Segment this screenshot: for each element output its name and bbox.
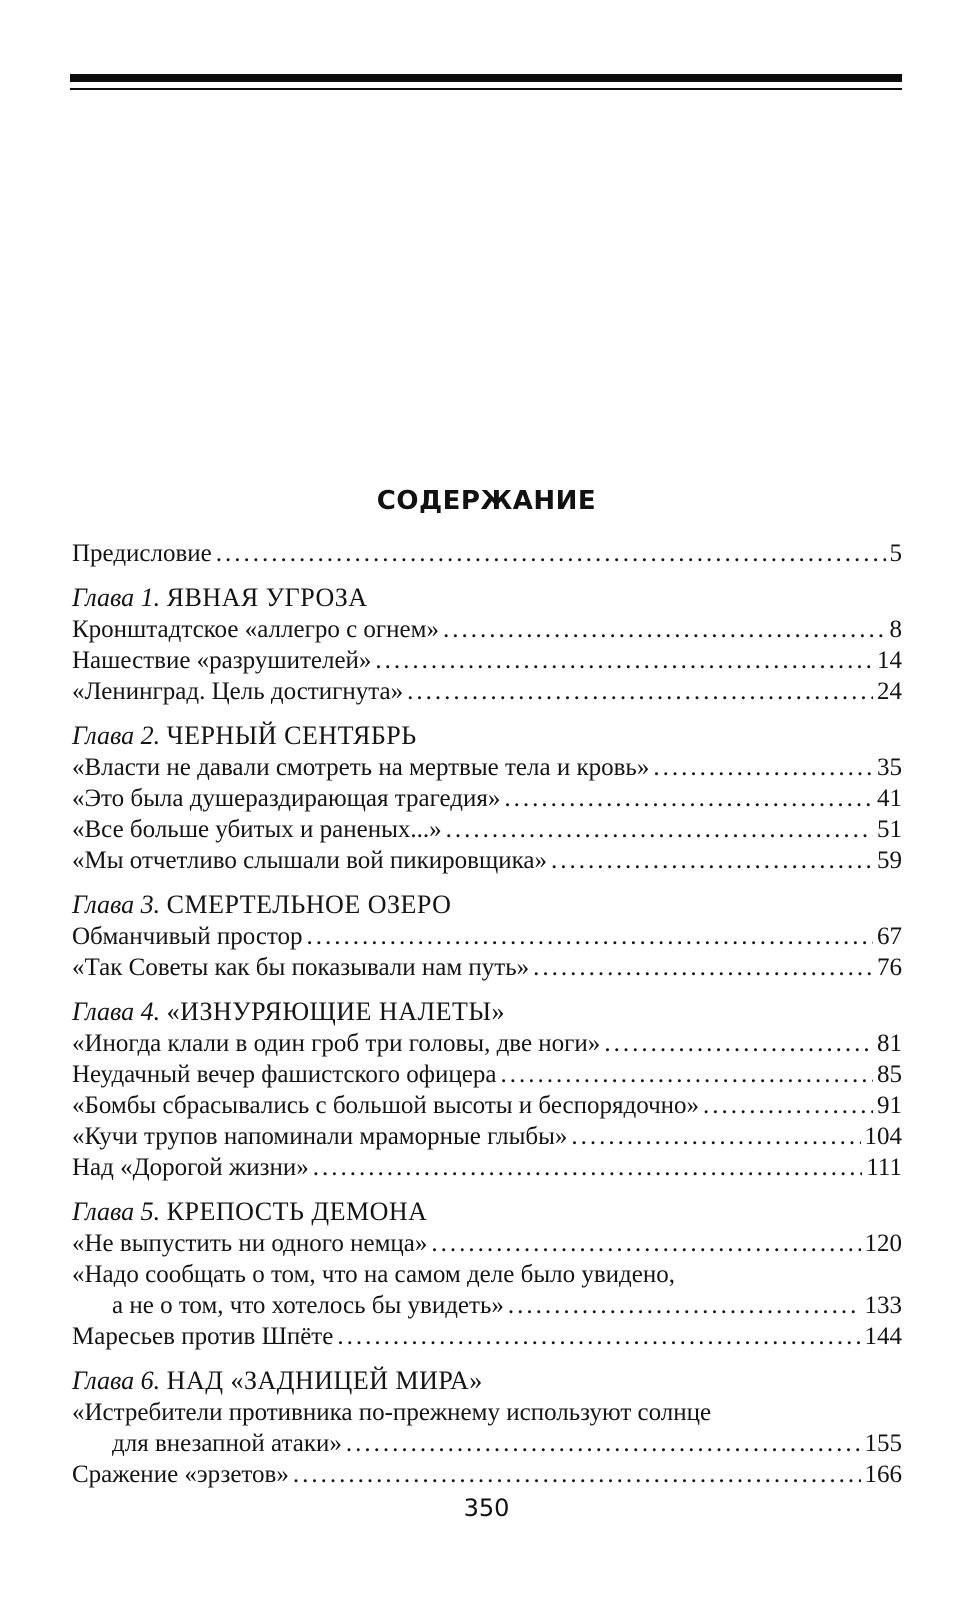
toc-entry-label-line2: а не о том, что хотелось бы увидеть» xyxy=(112,1292,504,1319)
toc-entry xyxy=(72,1121,902,1152)
toc-entry xyxy=(72,614,902,645)
toc-entry-page: 133 xyxy=(864,1292,902,1319)
toc-entry xyxy=(72,1428,902,1459)
toc-entry-label-line1: «Надо сообщать о том, что на самом деле было увидено, xyxy=(72,1261,675,1288)
toc-entry xyxy=(72,1459,902,1490)
chapter-title: ЧЕРНЫЙ СЕНТЯБРЬ xyxy=(166,721,417,750)
dot-leader xyxy=(307,921,873,952)
chapter-heading-3 xyxy=(72,888,902,921)
toc-entry-page: 35 xyxy=(877,754,902,781)
toc-entry-label: «Кучи трупов напоминали мраморные глыбы» xyxy=(72,1123,568,1150)
chapter-heading-6 xyxy=(72,1364,902,1397)
dot-leader xyxy=(703,1090,873,1121)
toc-entry-label: «Власти не давали смотреть на мертвые тела и кровь» xyxy=(72,754,650,781)
toc-entry-page: 14 xyxy=(877,647,902,674)
dot-leader xyxy=(443,614,886,645)
toc-entry-label: Предисловие xyxy=(72,540,212,567)
toc-entry-label: Нашествие «разрушителей» xyxy=(72,647,372,674)
toc-entry-label: «Это была душераздирающая трагедия» xyxy=(72,785,501,812)
page-number: 350 xyxy=(463,1494,510,1522)
toc-entry-page: 5 xyxy=(889,540,902,567)
chapter-title: НАД «ЗАДНИЦЕЙ МИРА» xyxy=(166,1366,483,1395)
dot-leader xyxy=(346,1428,861,1459)
toc-entry-page: 111 xyxy=(866,1154,902,1181)
dot-leader xyxy=(313,1152,863,1183)
dot-leader xyxy=(504,783,873,814)
dot-leader xyxy=(500,1059,873,1090)
dot-leader xyxy=(653,752,873,783)
chapter-heading-4 xyxy=(72,995,902,1028)
toc-entry-page: 166 xyxy=(864,1461,902,1488)
chapter-number: Глава 5. xyxy=(72,1197,161,1226)
toc-entry-page: 144 xyxy=(864,1323,902,1350)
toc-entry xyxy=(72,1228,902,1259)
toc-entry xyxy=(72,1321,902,1352)
chapter-title: КРЕПОСТЬ ДЕМОНА xyxy=(166,1197,428,1226)
dot-leader xyxy=(604,1028,873,1059)
dot-leader xyxy=(375,645,873,676)
toc-entry xyxy=(72,1152,902,1183)
dot-leader xyxy=(407,676,873,707)
chapter-number: Глава 1. xyxy=(72,583,161,612)
dot-leader xyxy=(571,1121,860,1152)
chapter-heading-5 xyxy=(72,1195,902,1228)
dot-leader xyxy=(446,814,873,845)
toc-entry-preface xyxy=(72,538,902,569)
toc-entry-page: 91 xyxy=(877,1092,902,1119)
toc-entry-label: «Мы отчетливо слышали вой пикировщика» xyxy=(72,847,547,874)
chapter-number: Глава 3. xyxy=(72,890,161,919)
toc-entry-label-line1: «Истребители противника по-прежнему используют солнце xyxy=(72,1399,712,1426)
chapter-heading-2 xyxy=(72,719,902,752)
toc-entry-label: Маресьев против Шпёте xyxy=(72,1323,334,1350)
toc-entry xyxy=(72,921,902,952)
chapter-title: «ИЗНУРЯЮЩИЕ НАЛЕТЫ» xyxy=(166,997,506,1026)
table-of-contents xyxy=(72,538,902,1490)
toc-entry-label: «Бомбы сбрасывались с большой высоты и беспорядочно» xyxy=(72,1092,700,1119)
toc-entry xyxy=(72,952,902,983)
toc-entry-label-line2: для внезапной атаки» xyxy=(112,1430,342,1457)
toc-entry xyxy=(72,1059,902,1090)
header-rule-thin xyxy=(70,88,902,90)
dot-leader xyxy=(431,1228,860,1259)
toc-entry-page: 155 xyxy=(864,1430,902,1457)
toc-entry xyxy=(72,1290,902,1321)
toc-entry xyxy=(72,676,902,707)
toc-entry-page: 59 xyxy=(877,847,902,874)
toc-entry-label: Кронштадтское «аллегро с огнем» xyxy=(72,616,439,643)
toc-entry-page: 120 xyxy=(864,1230,902,1257)
chapter-number: Глава 2. xyxy=(72,721,161,750)
dot-leader xyxy=(216,538,886,569)
toc-entry xyxy=(72,752,902,783)
toc-entry-label: «Не выпустить ни одного немца» xyxy=(72,1230,428,1257)
toc-entry-page: 41 xyxy=(877,785,902,812)
toc-entry xyxy=(72,845,902,876)
chapter-number: Глава 4. xyxy=(72,997,161,1026)
contents-title: СОДЕРЖАНИЕ xyxy=(376,486,597,516)
toc-entry xyxy=(72,783,902,814)
chapter-title: ЯВНАЯ УГРОЗА xyxy=(166,583,368,612)
toc-entry-page: 81 xyxy=(877,1030,902,1057)
dot-leader xyxy=(551,845,873,876)
toc-entry-page: 8 xyxy=(889,616,902,643)
toc-entry-label: Сражение «эрзетов» xyxy=(72,1461,289,1488)
toc-entry-label: «Иногда клали в один гроб три головы, две ноги» xyxy=(72,1030,601,1057)
toc-entry-label: Неудачный вечер фашистского офицера xyxy=(72,1061,497,1088)
toc-entry xyxy=(72,814,902,845)
toc-entry-label: «Так Советы как бы показывали нам путь» xyxy=(72,954,530,981)
toc-entry xyxy=(72,1028,902,1059)
chapter-number: Глава 6. xyxy=(72,1366,161,1395)
dot-leader xyxy=(508,1290,861,1321)
dot-leader xyxy=(293,1459,861,1490)
dot-leader xyxy=(337,1321,860,1352)
toc-entry-label: «Все больше убитых и раненых...» xyxy=(72,816,442,843)
toc-entry xyxy=(72,1090,902,1121)
toc-entry-page: 104 xyxy=(864,1123,902,1150)
toc-entry xyxy=(72,645,902,676)
toc-entry-label: Над «Дорогой жизни» xyxy=(72,1154,309,1181)
toc-entry-label: Обманчивый простор xyxy=(72,923,303,950)
toc-entry-page: 24 xyxy=(877,678,902,705)
toc-entry-page: 85 xyxy=(877,1061,902,1088)
toc-entry-page: 76 xyxy=(877,954,902,981)
toc-entry-page: 51 xyxy=(877,816,902,843)
dot-leader xyxy=(533,952,873,983)
toc-entry-label: «Ленинград. Цель достигнута» xyxy=(72,678,404,705)
chapter-heading-1 xyxy=(72,581,902,614)
header-rule-thick xyxy=(70,74,902,82)
chapter-title: СМЕРТЕЛЬНОЕ ОЗЕРО xyxy=(166,890,452,919)
toc-entry-page: 67 xyxy=(877,923,902,950)
